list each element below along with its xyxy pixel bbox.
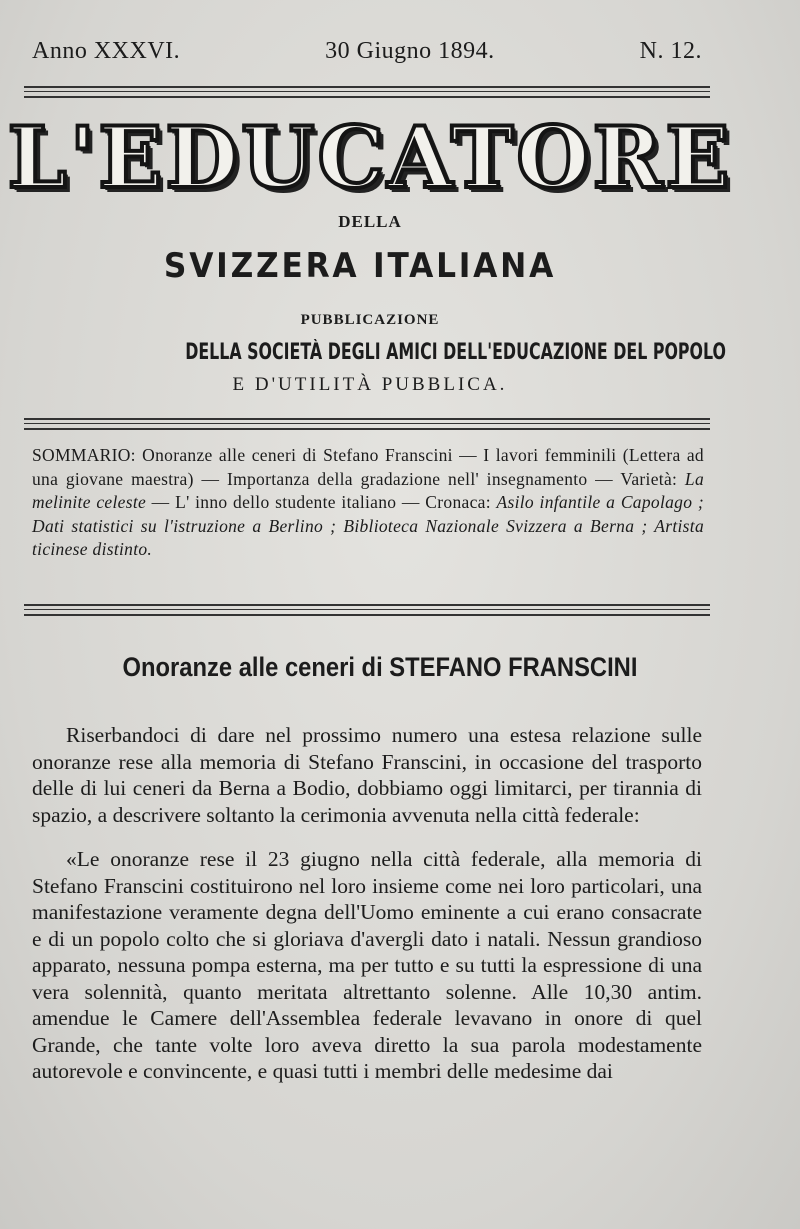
header-rule-top (24, 86, 710, 88)
article-rule-mid (24, 609, 710, 610)
summary-text-1: Onoranze alle ceneri di Stefano Franscini — I lavori femminili (Lettera ad una giovane maestra) — Importanza della gradazione nell' insegnamento — Varietà: (32, 445, 704, 489)
summary-rule-mid (24, 423, 710, 424)
masthead-society: DELLA SOCIETÀ DEGLI AMICI DELL'EDUCAZIONE DEL POPOLO (185, 340, 726, 365)
issue-date: 30 Giugno 1894. (325, 38, 495, 64)
summary-block (32, 444, 704, 562)
article-body (32, 722, 702, 1085)
header-rule-mid (24, 91, 710, 92)
summary-rule-bottom (24, 428, 710, 430)
summary-label: SOMMARIO: (32, 445, 136, 465)
issue-year: Anno XXXVI. (32, 38, 181, 64)
masthead-title: L'EDUCATORE (7, 108, 733, 207)
article-paragraph: Riserbandoci di dare nel prossimo numero una estesa relazione sulle onoranze rese alla memoria di Stefano Franscini, in occasione del trasporto delle di lui ceneri da Berna a Bodio, dobbiamo oggi limitarci, per tirannia di spazio, a descrivere soltanto la cerimonia avvenuta nella città federale: (32, 723, 702, 827)
issue-header (32, 38, 702, 65)
article-rule-bottom (24, 614, 710, 616)
header-rule-bottom (24, 96, 710, 98)
issue-number: N. 12. (639, 38, 702, 64)
summary-text-2: — L' inno dello studente italiano — Cronaca: (146, 492, 497, 512)
masthead-region: SVIZZERA ITALIANA (163, 246, 557, 286)
article-rule-top (24, 604, 710, 606)
masthead-utility: E D'UTILITÀ PUBBLICA. (232, 374, 508, 395)
masthead-della: DELLA (338, 212, 402, 231)
article-title: Onoranze alle ceneri di STEFANO FRANSCINI (122, 652, 638, 682)
summary-italic-1: La melinite celeste (32, 468, 704, 512)
masthead-publication: PUBBLICAZIONE (300, 312, 440, 328)
article-paragraph: «Le onoranze rese il 23 giugno nella città federale, alla memoria di Stefano Franscini costituirono nel loro insieme come nei loro particolari, una manifestazione veramente degna dell'Uomo eminente a cui erano consacrate e di un popolo colto che si gloriava d'avergli dato i natali. Nessun grandioso apparato, nessuna pompa esterna, ma per tutto e su tutti la espressione di una vera solennità, quanto meritata altrettanto solenne. Alle 10,30 antim. amendue le Camere dell'Assemblea federale levavano in onore di quel Grande, che tante volte loro aveva diretto la sua parola modestamente autorevole e convincente, e quasi tutti i membri delle medesime dai (32, 847, 702, 1083)
summary-rule-top (24, 418, 710, 420)
summary-italic-2: Asilo infantile a Capolago ; Dati statistici su l'istruzione a Berlino ; Biblioteca Nazionale Svizzera a Berna ; Artista ticinese distinto. (32, 492, 704, 559)
